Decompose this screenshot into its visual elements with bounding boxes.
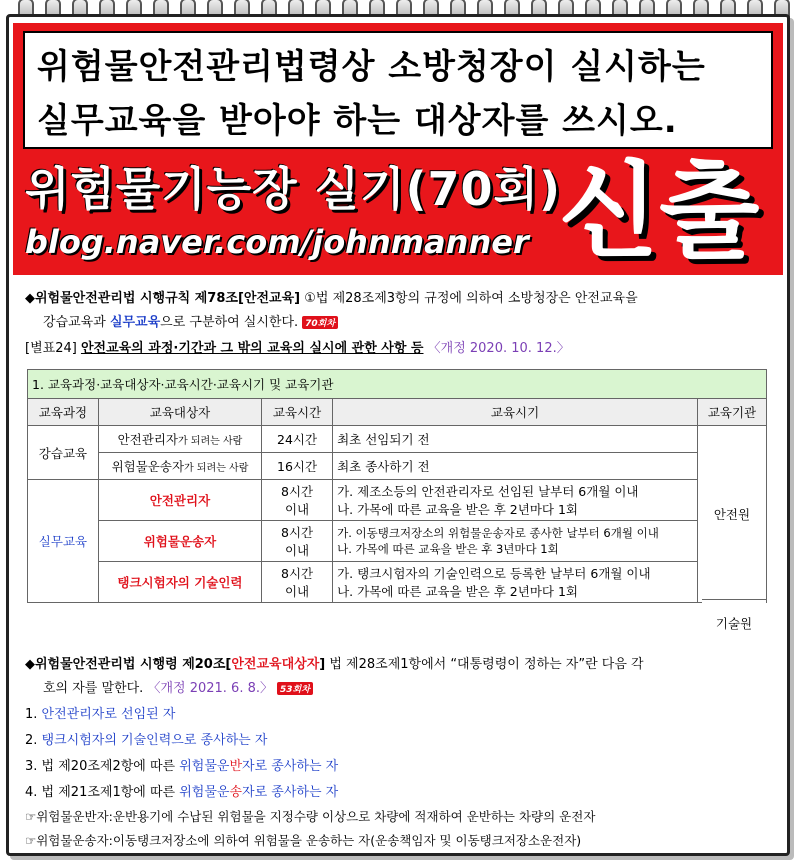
item-highlight: 송: [229, 785, 243, 800]
table-header-row: [28, 399, 767, 426]
annex-revision: 〈개정 2020. 10. 12.〉: [427, 341, 570, 356]
list-item: [25, 781, 338, 800]
header-period: 교육시기: [333, 399, 698, 426]
decree20-title-end: ]: [319, 657, 326, 672]
target-cell: 탱크시험자의 기술인력: [98, 562, 261, 603]
item-text: 위험물운: [179, 759, 230, 774]
decree20-line-2: [43, 677, 313, 696]
blog-url: blog.naver.com/johnmanner: [25, 223, 529, 261]
list-item: [25, 729, 267, 748]
decree20-text2: 호의 자를 말한다.: [43, 681, 144, 696]
period-line: 가. 제조소등의 안전관리자로 선임된 날부터 6개월 이내: [337, 484, 639, 499]
item-text-end: 자로 종사하는 자: [242, 785, 339, 800]
table-row: [28, 426, 767, 453]
org-safety-institute: 안전원: [697, 426, 766, 603]
education-table: [27, 369, 767, 603]
time-cell: [262, 480, 333, 521]
time-line: 이내: [284, 584, 310, 599]
list-item: [25, 755, 338, 774]
item-number: 4.: [25, 785, 38, 800]
period-line: 나. 가목에 따른 교육을 받은 후 2년마다 1회: [337, 502, 578, 517]
target-cell: [98, 453, 261, 480]
item-text: 안전관리자로 선임된 자: [41, 707, 176, 722]
target-suffix: 가 되려는 사람: [178, 436, 243, 447]
new-question-tag: 신출: [558, 150, 760, 272]
round-badge-53: 53회차: [277, 682, 313, 695]
header-course: 교육과정: [28, 399, 99, 426]
exam-title: 위험물기능장 실기(70회): [25, 162, 561, 216]
decree20-title: 위험물안전관리법 시행령 제20조[: [35, 657, 232, 672]
time-line: 8시간: [281, 525, 314, 540]
item-number: 1.: [25, 707, 38, 722]
decree20-revision: 〈개정 2021. 6. 8.〉: [147, 681, 273, 696]
question-line-1: 위험물안전관리법령상 소방청장이 실시하는: [37, 47, 706, 87]
time-cell: 16시간: [262, 453, 333, 480]
header-banner: [13, 23, 783, 275]
note-transporter: ☞위험물운반자:운반용기에 수납된 위험물을 지정수량 이상으로 차량에 적재하여 운반하는 차량의 운전자: [25, 809, 596, 824]
time-cell: [262, 562, 333, 603]
rule78-line-1: [25, 287, 638, 306]
course-practical: 실무교육: [28, 480, 99, 603]
table-section-title: 1. 교육과정·교육대상자·교육시간·교육시기 및 교육기관: [28, 370, 767, 399]
target-text: 위험물운송자: [111, 459, 185, 474]
header-org: 교육기관: [697, 399, 766, 426]
rule78-text1: ①법 제28조제3항의 규정에 의하여 소방청장은 안전교육을: [304, 291, 638, 306]
time-line: 이내: [284, 543, 310, 558]
course-lecture: 강습교육: [28, 426, 99, 480]
header-target: 교육대상자: [98, 399, 261, 426]
period-line: 나. 가목에 따른 교육을 받은 후 2년마다 1회: [337, 584, 578, 599]
org-tech-institute: 기술원: [702, 599, 766, 647]
time-cell: [262, 521, 333, 562]
target-cell: 안전관리자: [98, 480, 261, 521]
notebook-page: [6, 14, 790, 856]
header-time: 교육시간: [262, 399, 333, 426]
decree20-text1: 법 제28조제1항에서 “대통령령이 정하는 자”란 다음 각: [329, 657, 644, 672]
period-cell: [333, 521, 698, 562]
period-line: 나. 가목에 따른 교육을 받은 후 3년마다 1회: [337, 542, 559, 556]
table-row: [28, 480, 767, 521]
item-text-end: 자로 종사하는 자: [242, 759, 339, 774]
time-line: 8시간: [281, 566, 314, 581]
note-shipper: ☞위험물운송자:이동탱크저장소에 의하여 위험물을 운송하는 자(운송책임자 및 이동탱크저장소운전자): [25, 833, 582, 848]
target-cell: [98, 426, 261, 453]
question-box: [23, 31, 773, 149]
bullet-diamond-icon: ◆: [25, 291, 35, 306]
target-text: 안전관리자: [117, 432, 178, 447]
rule78-title: 위험물안전관리법 시행규칙 제78조[안전교육]: [35, 291, 301, 306]
item-number: 2.: [25, 733, 38, 748]
time-line: 이내: [284, 502, 310, 517]
table-row: [28, 562, 767, 603]
period-cell: [333, 480, 698, 521]
list-item: [25, 703, 175, 722]
target-cell: 위험물운송자: [98, 521, 261, 562]
rule78-text2c: 으로 구분하여 실시한다.: [160, 315, 299, 330]
period-line: 가. 이동탱크저장소의 위험물운송자로 종사한 날부터 6개월 이내: [337, 526, 659, 540]
item-text: 탱크시험자의 기술인력으로 종사하는 자: [41, 733, 268, 748]
period-line: 가. 탱크시험자의 기술인력으로 등록한 날부터 6개월 이내: [337, 566, 651, 581]
time-cell: 24시간: [262, 426, 333, 453]
time-line: 8시간: [281, 484, 314, 499]
table-row: [28, 453, 767, 480]
question-line-2: 실무교육을 받아야 하는 대상자를 쓰시오.: [37, 101, 678, 141]
item-number: 3.: [25, 759, 38, 774]
annex-label: [별표24]: [25, 341, 77, 356]
decree20-title-red: 안전교육대상자: [231, 657, 320, 672]
period-cell: 최초 종사하기 전: [333, 453, 698, 480]
period-cell: [333, 562, 698, 603]
item-prefix: 법 제20조제2항에 따른: [41, 759, 180, 774]
annex-title: 안전교육의 과정·기간과 그 밖의 교육의 실시에 관한 사항 등: [80, 341, 424, 356]
table-row: [28, 521, 767, 562]
round-badge-70: 70회차: [302, 316, 338, 329]
item-prefix: 법 제21조제1항에 따른: [41, 785, 180, 800]
item-text: 위험물운: [179, 785, 230, 800]
rule78-text2a: 강습교육과: [43, 315, 110, 330]
item-highlight: 반: [229, 759, 243, 774]
bullet-diamond-icon: ◆: [25, 657, 35, 672]
decree20-line-1: [25, 653, 644, 672]
rule78-line-2: [43, 311, 338, 330]
target-suffix: 가 되려는 사람: [184, 463, 249, 474]
period-cell: 최초 선임되기 전: [333, 426, 698, 453]
annex-line: [25, 337, 570, 356]
rule78-practical: 실무교육: [109, 315, 161, 330]
